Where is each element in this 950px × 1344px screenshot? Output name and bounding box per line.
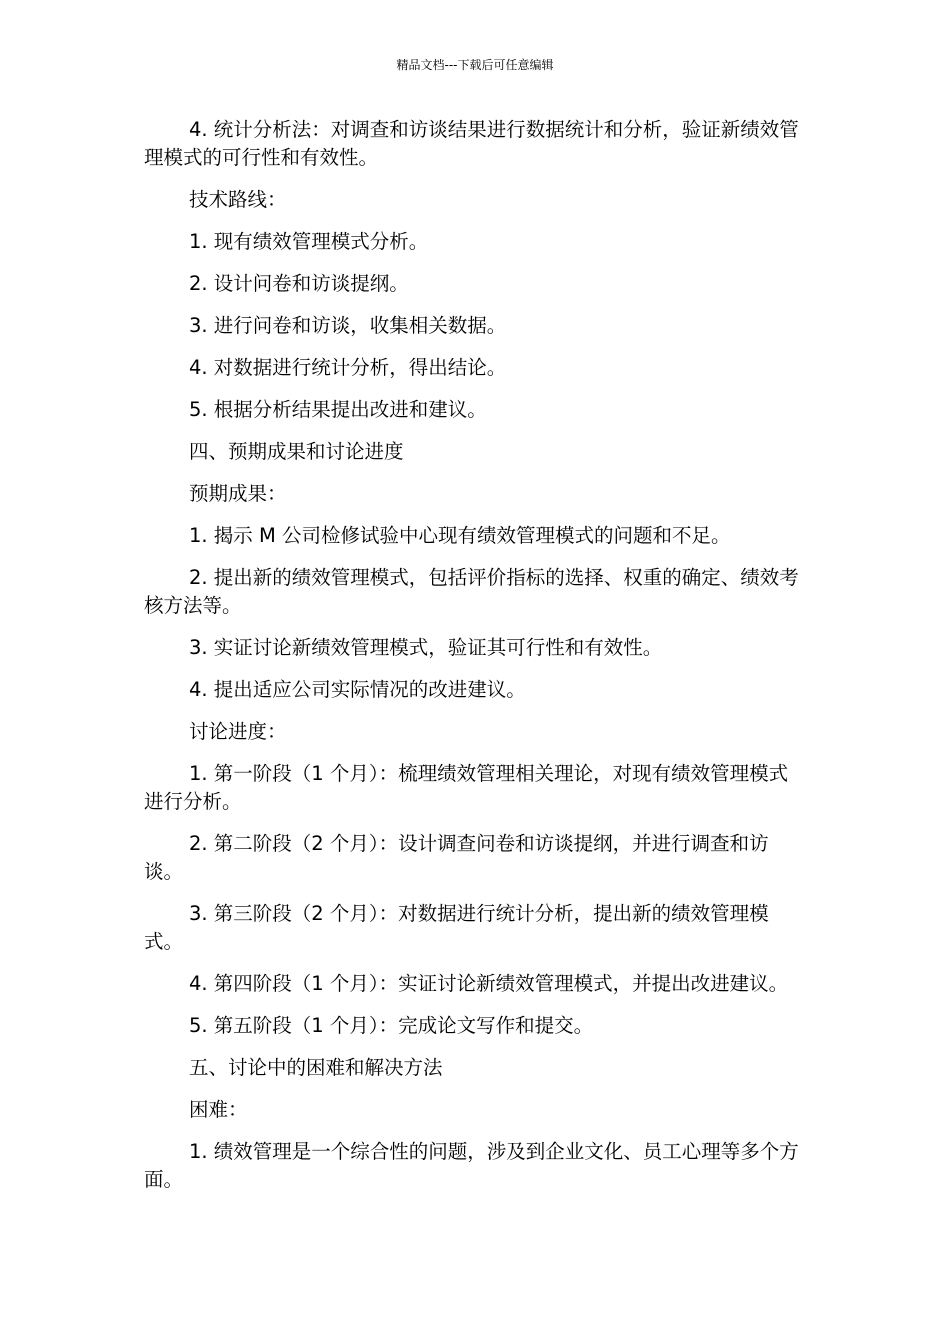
- list-item: 2. 提出新的绩效管理模式，包括评价指标的选择、权重的确定、绩效考核方法等。: [144, 566, 799, 617]
- heading-technical-route: 技术路线：: [189, 188, 287, 211]
- list-item: 3. 实证讨论新绩效管理模式，验证其可行性和有效性。: [189, 636, 663, 659]
- list-item: 1. 第一阶段（1 个月）：梳理绩效管理相关理论，对现有绩效管理模式进行分析。: [144, 762, 789, 813]
- heading-research-schedule: 讨论进度：: [189, 720, 287, 743]
- list-item: 5. 第五阶段（1 个月）：完成论文写作和提交。: [189, 1014, 594, 1037]
- list-item: 1. 现有绩效管理模式分析。: [189, 230, 429, 253]
- list-item: 3. 第三阶段（2 个月）：对数据进行统计分析，提出新的绩效管理模式。: [144, 902, 769, 953]
- list-item: 4. 对数据进行统计分析，得出结论。: [189, 356, 507, 379]
- list-item: 4. 提出适应公司实际情况的改进建议。: [189, 678, 526, 701]
- list-item: 2. 设计问卷和访谈提纲。: [189, 272, 409, 295]
- list-item: 1. 绩效管理是一个综合性的问题，涉及到企业文化、员工心理等多个方面。: [144, 1140, 799, 1191]
- list-item: 5. 根据分析结果提出改进和建议。: [189, 398, 487, 421]
- paragraph-method-statistics: 4. 统计分析法：对调查和访谈结果进行数据统计和分析，验证新绩效管理模式的可行性和有效性。: [144, 118, 799, 169]
- list-item: 4. 第四阶段（1 个月）：实证讨论新绩效管理模式，并提出改进建议。: [189, 972, 789, 995]
- heading-expected-results: 预期成果：: [189, 482, 287, 505]
- list-item: 2. 第二阶段（2 个月）：设计调查问卷和访谈提纲，并进行调查和访谈。: [144, 832, 769, 883]
- section-heading-expected-results: 四、预期成果和讨论进度: [189, 440, 404, 463]
- page-header: 精品文档---下载后可任意编辑: [396, 58, 554, 72]
- section-heading-difficulties: 五、讨论中的困难和解决方法: [189, 1056, 443, 1079]
- list-item: 3. 进行问卷和访谈，收集相关数据。: [189, 314, 507, 337]
- heading-difficulties: 困难：: [189, 1098, 248, 1121]
- list-item: 1. 揭示 M 公司检修试验中心现有绩效管理模式的问题和不足。: [189, 524, 731, 547]
- document-body: [144, 116, 800, 1208]
